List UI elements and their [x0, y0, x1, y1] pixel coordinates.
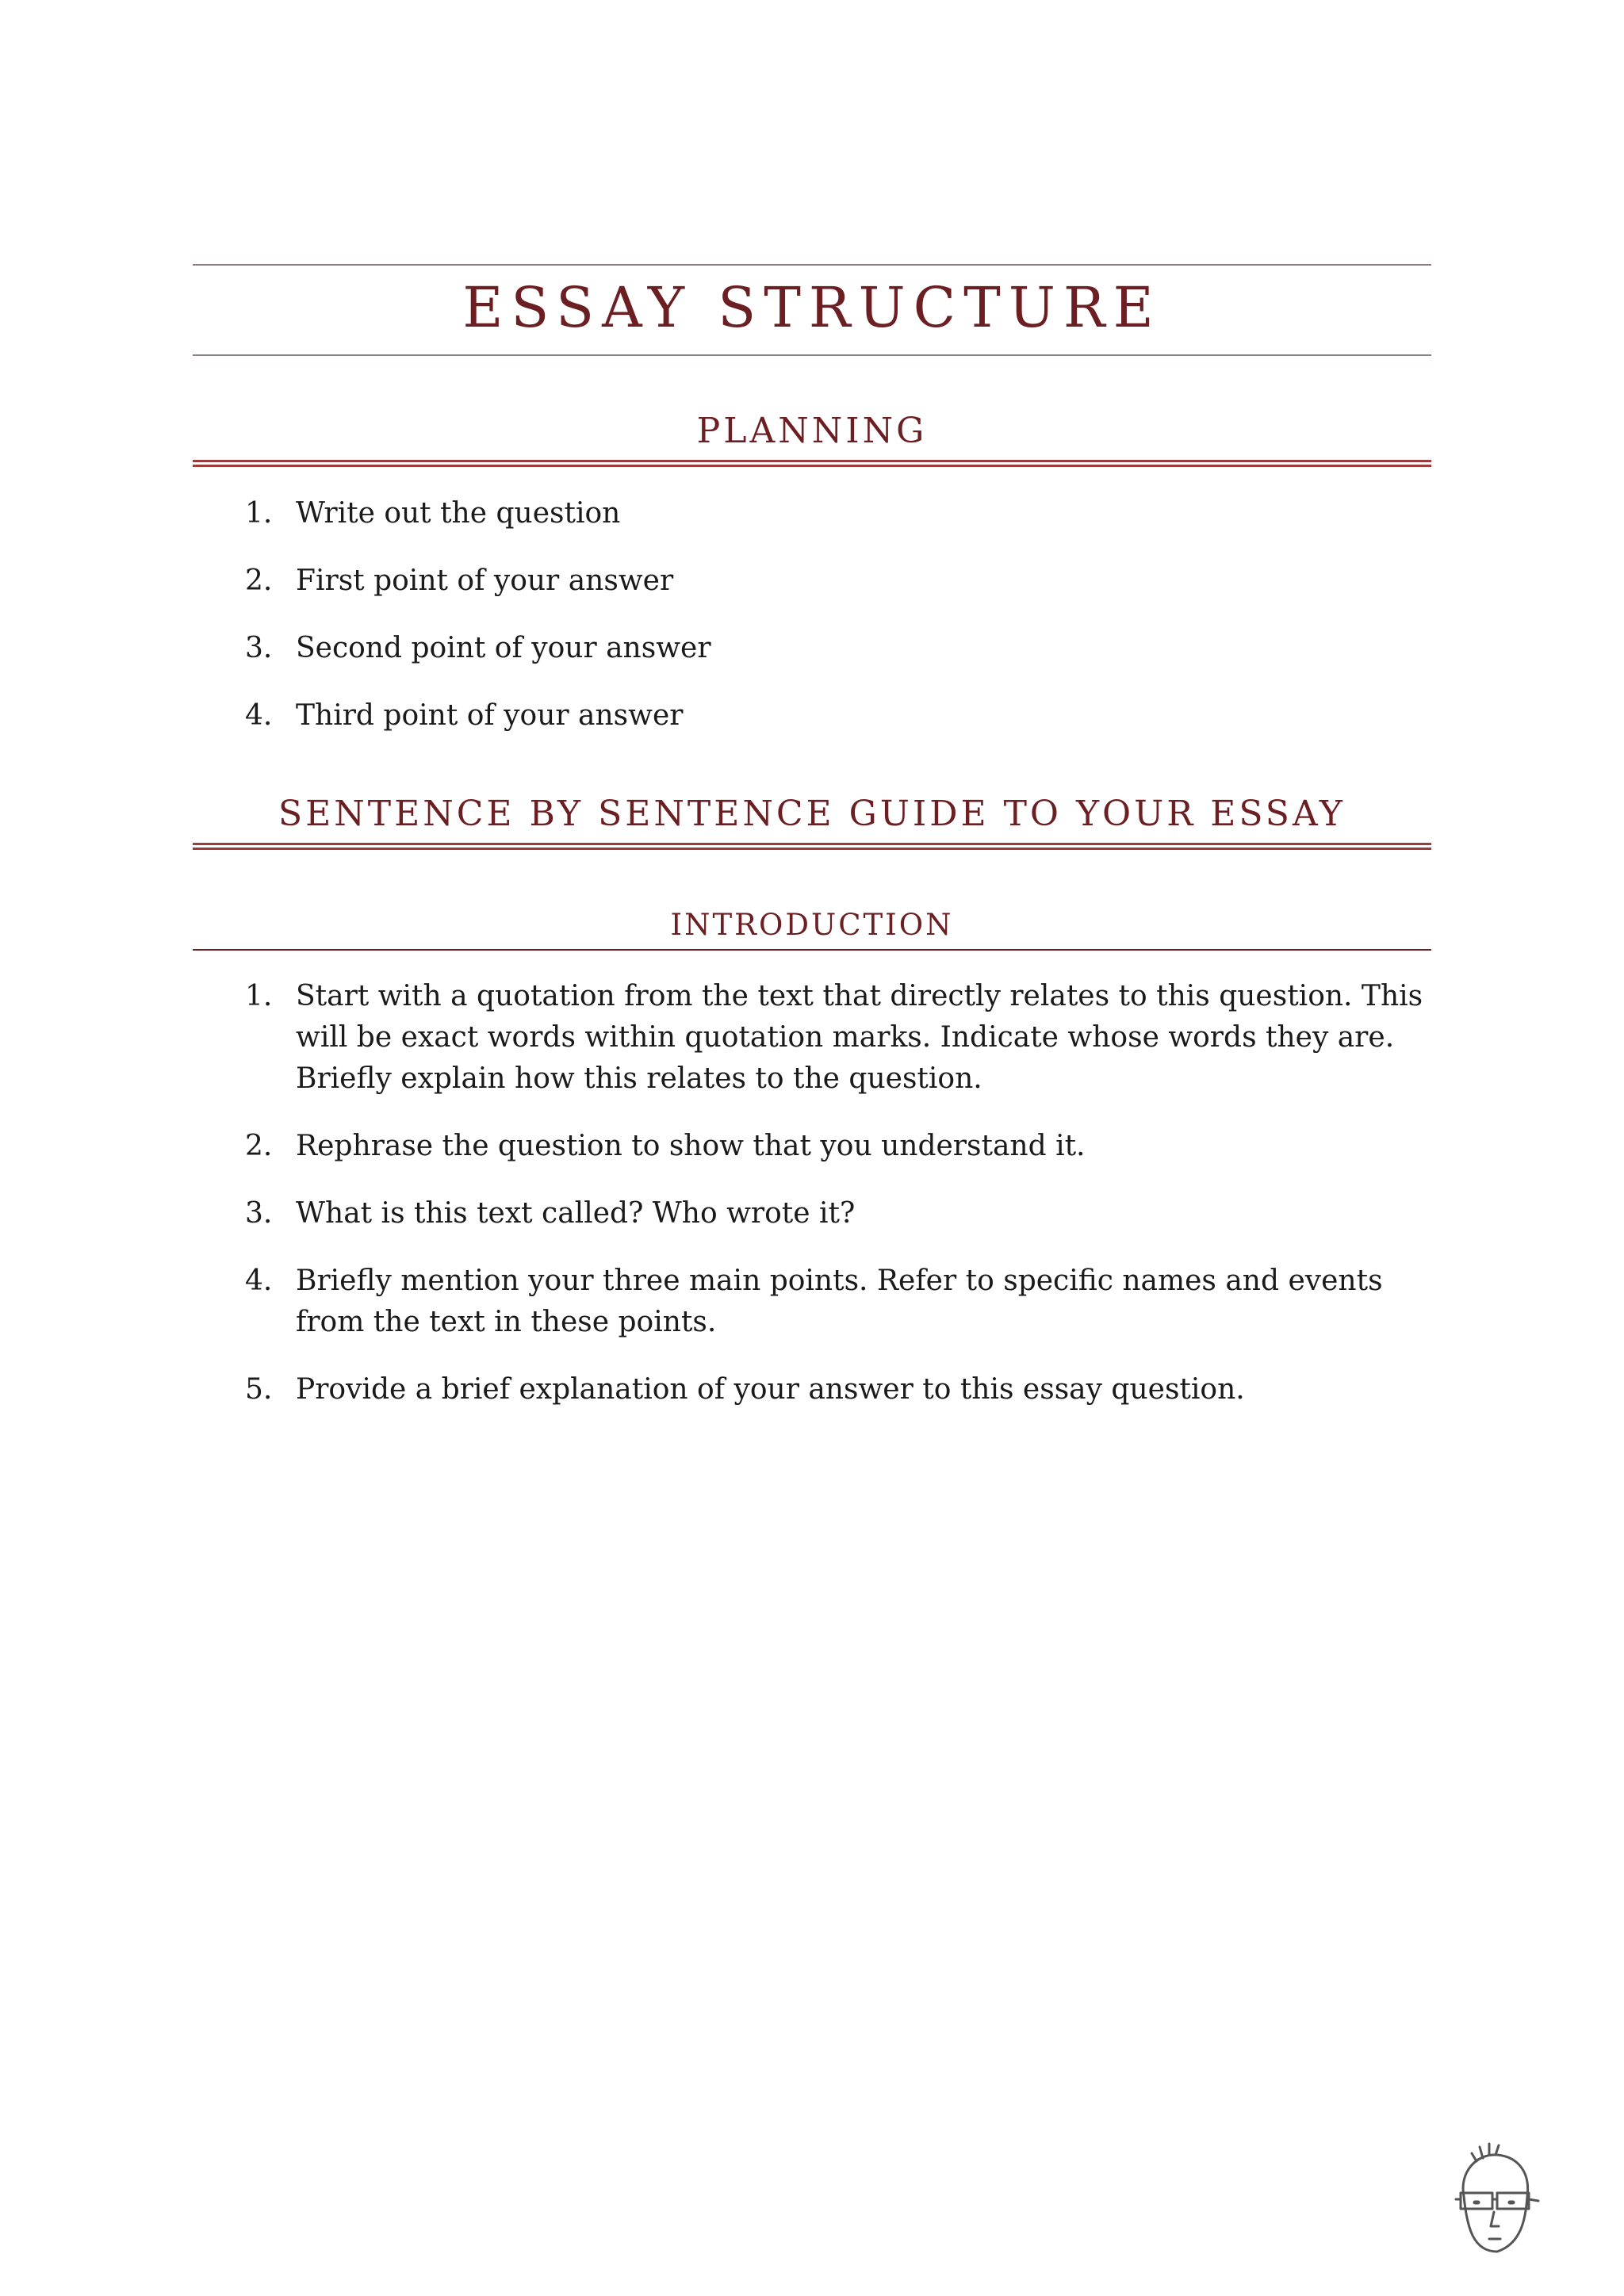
- list-item-text: Start with a quotation from the text that directly relates to this question. This will be exact words within quotation marks. Indicate whose words they are. Briefly explain how this relates to the question.: [296, 980, 1423, 1095]
- list-number: 1.: [245, 497, 273, 530]
- list-number: 1.: [245, 980, 273, 1012]
- planning-heading: PLANNING: [696, 411, 928, 451]
- list-item: [193, 695, 1431, 737]
- list-item-text: Write out the question: [296, 497, 621, 530]
- list-item-text: What is this text called? Who wrote it?: [296, 1197, 856, 1230]
- list-number: 4.: [245, 699, 273, 732]
- list-item: [193, 976, 1431, 1100]
- document-page: [193, 0, 1431, 2296]
- list-item-text: Second point of your answer: [296, 632, 711, 664]
- guide-divider: [193, 843, 1431, 850]
- page-title: ESSAY STRUCTURE: [462, 275, 1162, 340]
- list-item: [193, 1126, 1431, 1167]
- list-item-text: First point of your answer: [296, 564, 674, 597]
- list-item: [193, 628, 1431, 669]
- list-item-text: Rephrase the question to show that you understand it.: [296, 1130, 1086, 1162]
- list-item: [193, 561, 1431, 602]
- planning-list: [193, 493, 1431, 763]
- list-number: 3.: [245, 632, 273, 664]
- face-with-glasses-sketch-icon: [1445, 2141, 1546, 2267]
- list-number: 4.: [245, 1265, 273, 1297]
- introduction-heading: INTRODUCTION: [670, 908, 954, 942]
- list-item-text: Third point of your answer: [296, 699, 684, 732]
- list-item: [193, 1369, 1431, 1410]
- introduction-list: [193, 976, 1431, 1437]
- title-block: [193, 264, 1431, 356]
- list-number: 5.: [245, 1373, 273, 1406]
- list-item: [193, 1193, 1431, 1234]
- list-item: [193, 493, 1431, 534]
- list-number: 2.: [245, 564, 273, 597]
- list-item-text: Briefly mention your three main points. Refer to specific names and events from the text in these points.: [296, 1265, 1383, 1338]
- guide-heading: SENTENCE BY SENTENCE GUIDE TO YOUR ESSAY: [278, 794, 1346, 834]
- planning-divider: [193, 460, 1431, 467]
- list-item-text: Provide a brief explanation of your answer to this essay question.: [296, 1373, 1245, 1406]
- list-item: [193, 1261, 1431, 1343]
- introduction-divider: [193, 949, 1431, 951]
- list-number: 2.: [245, 1130, 273, 1162]
- list-number: 3.: [245, 1197, 273, 1230]
